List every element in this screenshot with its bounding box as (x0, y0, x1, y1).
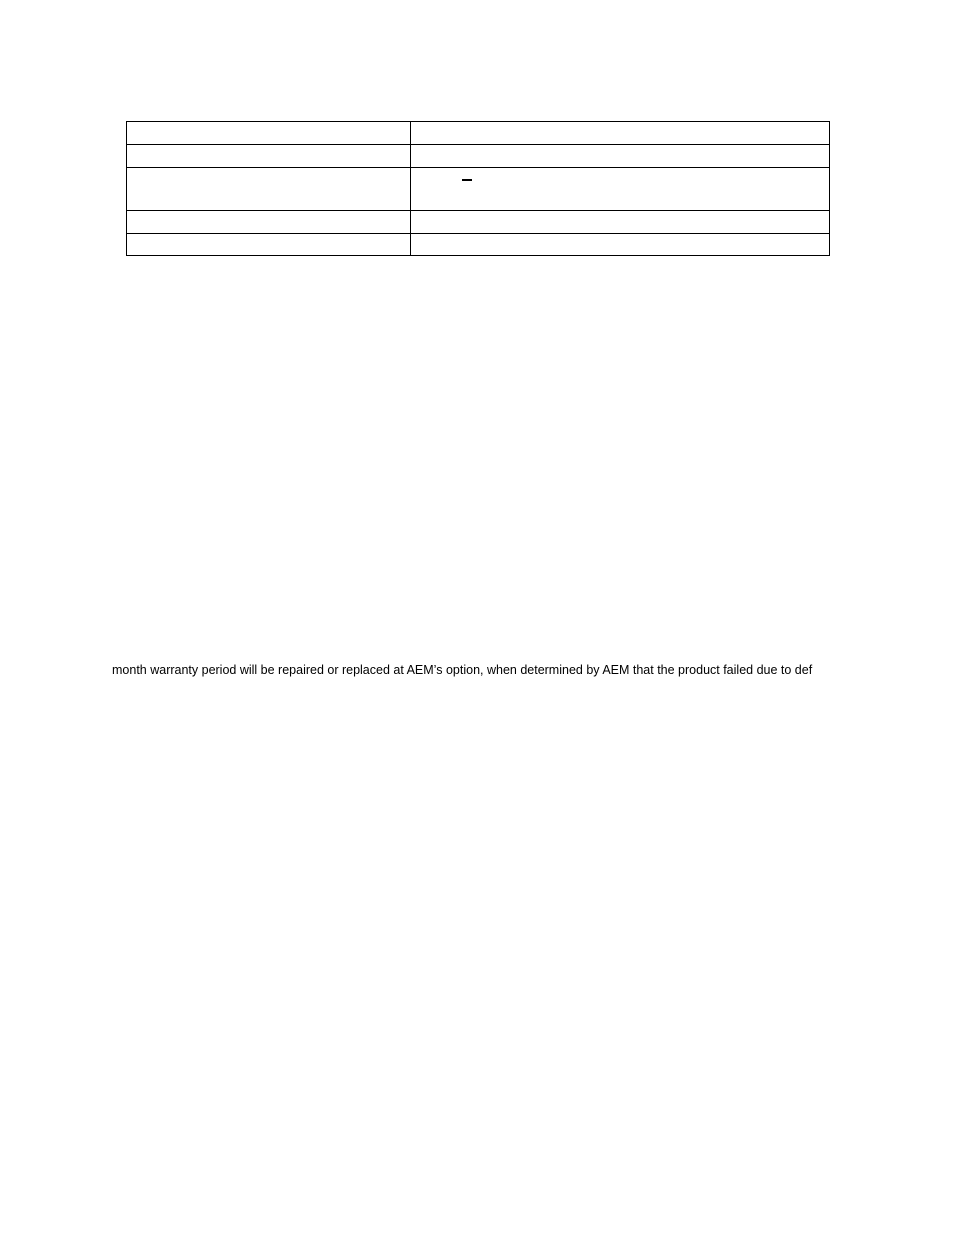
table-cell-value (411, 145, 830, 168)
table-cell-value (411, 122, 830, 145)
table-row (127, 211, 830, 234)
table-cell-value (411, 211, 830, 234)
table-cell-label (127, 168, 411, 211)
table-cell-value (411, 234, 830, 256)
warranty-text: month warranty period will be repaired or replaced at AEM’s option, when determined by AEM that the product failed due to def (112, 663, 813, 677)
table-cell-label (127, 122, 411, 145)
dash-mark (462, 179, 472, 181)
table-cell-value (411, 168, 830, 211)
table-row (127, 168, 830, 211)
table-row (127, 145, 830, 168)
table-cell-label (127, 211, 411, 234)
table-row (127, 234, 830, 256)
table-row (127, 122, 830, 145)
table-cell-label (127, 145, 411, 168)
table-cell-label (127, 234, 411, 256)
spec-table (126, 121, 830, 256)
